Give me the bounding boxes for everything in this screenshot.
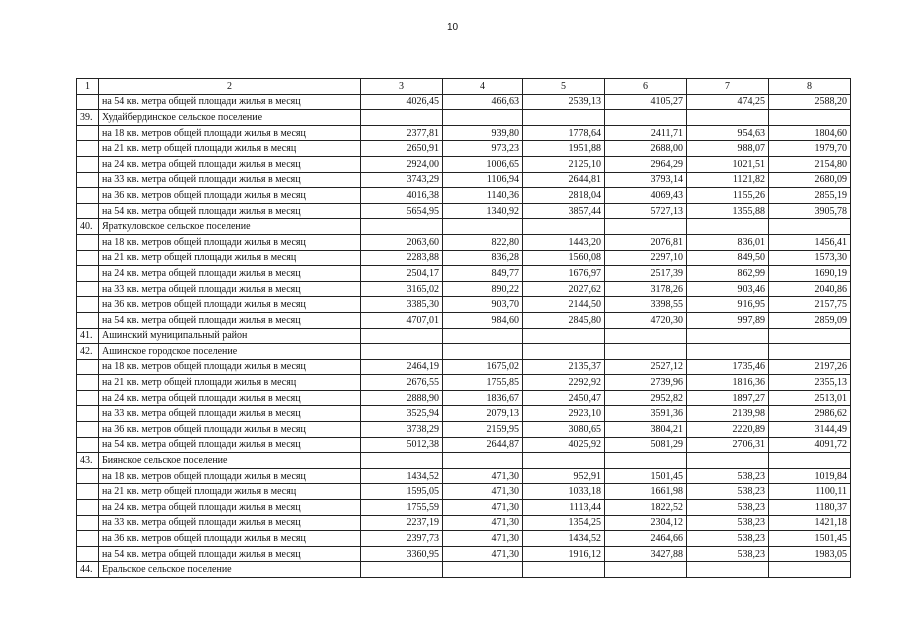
table-header-row <box>77 79 851 95</box>
value-cell: 538,23 <box>687 546 769 562</box>
value-cell: 1155,26 <box>687 188 769 204</box>
value-cell: 1822,52 <box>605 500 687 516</box>
value-cell: 466,63 <box>443 94 523 110</box>
empty-cell <box>523 219 605 235</box>
value-cell: 2923,10 <box>523 406 605 422</box>
value-cell: 916,95 <box>687 297 769 313</box>
row-label: на 33 кв. метра общей площади жилья в месяц <box>99 172 361 188</box>
section-title: Ашинское городское поселение <box>99 344 361 360</box>
empty-cell <box>605 453 687 469</box>
value-cell: 2739,96 <box>605 375 687 391</box>
empty-cell <box>605 110 687 126</box>
section-row <box>77 110 851 126</box>
value-cell: 2076,81 <box>605 234 687 250</box>
value-cell: 538,23 <box>687 468 769 484</box>
table-row <box>77 250 851 266</box>
value-cell: 3793,14 <box>605 172 687 188</box>
section-title: Ашинский муниципальный район <box>99 328 361 344</box>
index-cell <box>77 141 99 157</box>
index-cell <box>77 468 99 484</box>
value-cell: 2539,13 <box>523 94 605 110</box>
value-cell: 1897,27 <box>687 390 769 406</box>
column-header: 7 <box>687 79 769 95</box>
value-cell: 1983,05 <box>769 546 851 562</box>
value-cell: 939,80 <box>443 125 523 141</box>
index-cell <box>77 156 99 172</box>
table-row <box>77 312 851 328</box>
value-cell: 3178,26 <box>605 281 687 297</box>
index-cell <box>77 484 99 500</box>
empty-cell <box>361 562 443 578</box>
empty-cell <box>769 344 851 360</box>
table-row <box>77 266 851 282</box>
empty-cell <box>605 344 687 360</box>
empty-cell <box>361 219 443 235</box>
value-cell: 1501,45 <box>769 531 851 547</box>
value-cell: 1100,11 <box>769 484 851 500</box>
value-cell: 1434,52 <box>361 468 443 484</box>
index-cell <box>77 422 99 438</box>
value-cell: 1113,44 <box>523 500 605 516</box>
index-cell <box>77 281 99 297</box>
value-cell: 538,23 <box>687 531 769 547</box>
value-cell: 4105,27 <box>605 94 687 110</box>
empty-cell <box>443 219 523 235</box>
value-cell: 471,30 <box>443 484 523 500</box>
value-cell: 2283,88 <box>361 250 443 266</box>
table-row <box>77 94 851 110</box>
value-cell: 471,30 <box>443 515 523 531</box>
value-cell: 2504,17 <box>361 266 443 282</box>
index-cell <box>77 297 99 313</box>
empty-cell <box>523 562 605 578</box>
column-header: 3 <box>361 79 443 95</box>
value-cell: 3144,49 <box>769 422 851 438</box>
row-label: на 21 кв. метр общей площади жилья в месяц <box>99 375 361 391</box>
table-row <box>77 546 851 562</box>
index-cell <box>77 437 99 453</box>
empty-cell <box>361 453 443 469</box>
value-cell: 2154,80 <box>769 156 851 172</box>
value-cell: 2888,90 <box>361 390 443 406</box>
value-cell: 1661,98 <box>605 484 687 500</box>
value-cell: 2513,01 <box>769 390 851 406</box>
index-cell <box>77 234 99 250</box>
empty-cell <box>443 110 523 126</box>
row-label: на 24 кв. метра общей площади жилья в месяц <box>99 266 361 282</box>
empty-cell <box>769 328 851 344</box>
value-cell: 2924,00 <box>361 156 443 172</box>
value-cell: 2676,55 <box>361 375 443 391</box>
row-label: на 18 кв. метров общей площади жилья в месяц <box>99 359 361 375</box>
value-cell: 836,28 <box>443 250 523 266</box>
row-label: на 33 кв. метра общей площади жилья в месяц <box>99 515 361 531</box>
index-cell <box>77 515 99 531</box>
value-cell: 2986,62 <box>769 406 851 422</box>
empty-cell <box>687 328 769 344</box>
value-cell: 903,70 <box>443 297 523 313</box>
value-cell: 1979,70 <box>769 141 851 157</box>
table-row <box>77 375 851 391</box>
value-cell: 2237,19 <box>361 515 443 531</box>
value-cell: 3738,29 <box>361 422 443 438</box>
tariff-table <box>76 78 851 578</box>
value-cell: 1755,85 <box>443 375 523 391</box>
value-cell: 1951,88 <box>523 141 605 157</box>
row-label: на 54 кв. метра общей площади жилья в месяц <box>99 94 361 110</box>
value-cell: 1421,18 <box>769 515 851 531</box>
section-title: Яраткуловское сельское поселение <box>99 219 361 235</box>
value-cell: 1690,19 <box>769 266 851 282</box>
value-cell: 1033,18 <box>523 484 605 500</box>
value-cell: 2297,10 <box>605 250 687 266</box>
value-cell: 2588,20 <box>769 94 851 110</box>
row-label: на 36 кв. метров общей площади жилья в месяц <box>99 297 361 313</box>
value-cell: 2517,39 <box>605 266 687 282</box>
value-cell: 471,30 <box>443 500 523 516</box>
index-cell <box>77 266 99 282</box>
value-cell: 2027,62 <box>523 281 605 297</box>
value-cell: 471,30 <box>443 468 523 484</box>
value-cell: 2680,09 <box>769 172 851 188</box>
value-cell: 2706,31 <box>687 437 769 453</box>
section-index: 42. <box>77 344 99 360</box>
section-row <box>77 328 851 344</box>
column-header: 6 <box>605 79 687 95</box>
empty-cell <box>523 328 605 344</box>
value-cell: 1916,12 <box>523 546 605 562</box>
table-row <box>77 390 851 406</box>
empty-cell <box>443 453 523 469</box>
value-cell: 836,01 <box>687 234 769 250</box>
section-index: 44. <box>77 562 99 578</box>
value-cell: 1560,08 <box>523 250 605 266</box>
value-cell: 3165,02 <box>361 281 443 297</box>
table-row <box>77 172 851 188</box>
value-cell: 2650,91 <box>361 141 443 157</box>
value-cell: 1180,37 <box>769 500 851 516</box>
value-cell: 538,23 <box>687 484 769 500</box>
table-row <box>77 281 851 297</box>
value-cell: 2125,10 <box>523 156 605 172</box>
empty-cell <box>687 562 769 578</box>
value-cell: 2644,81 <box>523 172 605 188</box>
table-row <box>77 156 851 172</box>
row-label: на 24 кв. метра общей площади жилья в месяц <box>99 390 361 406</box>
table-row <box>77 484 851 500</box>
value-cell: 2952,82 <box>605 390 687 406</box>
table-row <box>77 500 851 516</box>
value-cell: 4091,72 <box>769 437 851 453</box>
section-title: Еральское сельское поселение <box>99 562 361 578</box>
value-cell: 2079,13 <box>443 406 523 422</box>
value-cell: 2450,47 <box>523 390 605 406</box>
value-cell: 3360,95 <box>361 546 443 562</box>
value-cell: 4026,45 <box>361 94 443 110</box>
value-cell: 2139,98 <box>687 406 769 422</box>
column-header: 1 <box>77 79 99 95</box>
empty-cell <box>605 328 687 344</box>
index-cell <box>77 188 99 204</box>
value-cell: 1676,97 <box>523 266 605 282</box>
row-label: на 24 кв. метра общей площади жилья в месяц <box>99 500 361 516</box>
value-cell: 2377,81 <box>361 125 443 141</box>
value-cell: 2157,75 <box>769 297 851 313</box>
value-cell: 2144,50 <box>523 297 605 313</box>
index-cell <box>77 359 99 375</box>
value-cell: 849,50 <box>687 250 769 266</box>
table-row <box>77 141 851 157</box>
value-cell: 862,99 <box>687 266 769 282</box>
row-label: на 18 кв. метров общей площади жилья в месяц <box>99 468 361 484</box>
value-cell: 2197,26 <box>769 359 851 375</box>
row-label: на 54 кв. метра общей площади жилья в месяц <box>99 546 361 562</box>
empty-cell <box>443 328 523 344</box>
value-cell: 1836,67 <box>443 390 523 406</box>
row-label: на 54 кв. метра общей площади жилья в месяц <box>99 312 361 328</box>
row-label: на 36 кв. метров общей площади жилья в месяц <box>99 422 361 438</box>
section-index: 40. <box>77 219 99 235</box>
value-cell: 471,30 <box>443 531 523 547</box>
empty-cell <box>523 344 605 360</box>
index-cell <box>77 390 99 406</box>
table-row <box>77 406 851 422</box>
value-cell: 903,46 <box>687 281 769 297</box>
row-label: на 36 кв. метров общей площади жилья в месяц <box>99 188 361 204</box>
value-cell: 471,30 <box>443 546 523 562</box>
section-index: 39. <box>77 110 99 126</box>
empty-cell <box>769 453 851 469</box>
empty-cell <box>769 219 851 235</box>
value-cell: 2644,87 <box>443 437 523 453</box>
row-label: на 33 кв. метра общей площади жилья в месяц <box>99 406 361 422</box>
row-label: на 18 кв. метров общей площади жилья в месяц <box>99 234 361 250</box>
table-body <box>77 79 851 578</box>
table-row <box>77 468 851 484</box>
row-label: на 24 кв. метра общей площади жилья в месяц <box>99 156 361 172</box>
value-cell: 474,25 <box>687 94 769 110</box>
value-cell: 973,23 <box>443 141 523 157</box>
value-cell: 2859,09 <box>769 312 851 328</box>
value-cell: 952,91 <box>523 468 605 484</box>
value-cell: 538,23 <box>687 500 769 516</box>
value-cell: 3080,65 <box>523 422 605 438</box>
value-cell: 2464,66 <box>605 531 687 547</box>
value-cell: 538,23 <box>687 515 769 531</box>
row-label: на 33 кв. метра общей площади жилья в месяц <box>99 281 361 297</box>
value-cell: 1816,36 <box>687 375 769 391</box>
empty-cell <box>523 453 605 469</box>
value-cell: 1434,52 <box>523 531 605 547</box>
table-row <box>77 422 851 438</box>
value-cell: 1006,65 <box>443 156 523 172</box>
value-cell: 5654,95 <box>361 203 443 219</box>
value-cell: 1354,25 <box>523 515 605 531</box>
column-header: 5 <box>523 79 605 95</box>
index-cell <box>77 406 99 422</box>
value-cell: 3905,78 <box>769 203 851 219</box>
value-cell: 3398,55 <box>605 297 687 313</box>
value-cell: 2464,19 <box>361 359 443 375</box>
value-cell: 1778,64 <box>523 125 605 141</box>
index-cell <box>77 500 99 516</box>
empty-cell <box>361 110 443 126</box>
value-cell: 1340,92 <box>443 203 523 219</box>
value-cell: 2063,60 <box>361 234 443 250</box>
value-cell: 2411,71 <box>605 125 687 141</box>
index-cell <box>77 203 99 219</box>
value-cell: 1443,20 <box>523 234 605 250</box>
value-cell: 849,77 <box>443 266 523 282</box>
index-cell <box>77 546 99 562</box>
value-cell: 2304,12 <box>605 515 687 531</box>
value-cell: 4707,01 <box>361 312 443 328</box>
value-cell: 4069,43 <box>605 188 687 204</box>
value-cell: 3385,30 <box>361 297 443 313</box>
row-label: на 54 кв. метра общей площади жилья в месяц <box>99 437 361 453</box>
index-cell <box>77 312 99 328</box>
index-cell <box>77 531 99 547</box>
empty-cell <box>687 110 769 126</box>
empty-cell <box>443 344 523 360</box>
value-cell: 2040,86 <box>769 281 851 297</box>
index-cell <box>77 125 99 141</box>
value-cell: 1106,94 <box>443 172 523 188</box>
empty-cell <box>687 219 769 235</box>
value-cell: 1355,88 <box>687 203 769 219</box>
value-cell: 1019,84 <box>769 468 851 484</box>
column-header: 8 <box>769 79 851 95</box>
value-cell: 1595,05 <box>361 484 443 500</box>
value-cell: 2292,92 <box>523 375 605 391</box>
row-label: на 21 кв. метр общей площади жилья в месяц <box>99 250 361 266</box>
section-index: 41. <box>77 328 99 344</box>
empty-cell <box>443 562 523 578</box>
value-cell: 4720,30 <box>605 312 687 328</box>
empty-cell <box>769 110 851 126</box>
value-cell: 2355,13 <box>769 375 851 391</box>
value-cell: 2159,95 <box>443 422 523 438</box>
value-cell: 988,07 <box>687 141 769 157</box>
empty-cell <box>687 344 769 360</box>
value-cell: 3591,36 <box>605 406 687 422</box>
value-cell: 2688,00 <box>605 141 687 157</box>
empty-cell <box>361 344 443 360</box>
table-row <box>77 515 851 531</box>
value-cell: 4025,92 <box>523 437 605 453</box>
value-cell: 2220,89 <box>687 422 769 438</box>
table-row <box>77 203 851 219</box>
table-row <box>77 125 851 141</box>
value-cell: 984,60 <box>443 312 523 328</box>
value-cell: 1121,82 <box>687 172 769 188</box>
column-header: 4 <box>443 79 523 95</box>
value-cell: 1501,45 <box>605 468 687 484</box>
empty-cell <box>769 562 851 578</box>
empty-cell <box>523 110 605 126</box>
index-cell <box>77 172 99 188</box>
value-cell: 3525,94 <box>361 406 443 422</box>
value-cell: 1573,30 <box>769 250 851 266</box>
value-cell: 2397,73 <box>361 531 443 547</box>
section-title: Биянское сельское поселение <box>99 453 361 469</box>
table-row <box>77 297 851 313</box>
section-row <box>77 453 851 469</box>
table-row <box>77 437 851 453</box>
value-cell: 2855,19 <box>769 188 851 204</box>
table-row <box>77 234 851 250</box>
value-cell: 1456,41 <box>769 234 851 250</box>
index-cell <box>77 94 99 110</box>
value-cell: 5081,29 <box>605 437 687 453</box>
table-row <box>77 531 851 547</box>
empty-cell <box>605 219 687 235</box>
value-cell: 5012,38 <box>361 437 443 453</box>
value-cell: 1755,59 <box>361 500 443 516</box>
table-row <box>77 188 851 204</box>
value-cell: 1804,60 <box>769 125 851 141</box>
empty-cell <box>361 328 443 344</box>
value-cell: 2135,37 <box>523 359 605 375</box>
empty-cell <box>687 453 769 469</box>
index-cell <box>77 250 99 266</box>
page-number: 10 <box>446 22 459 33</box>
value-cell: 890,22 <box>443 281 523 297</box>
column-header: 2 <box>99 79 361 95</box>
value-cell: 1675,02 <box>443 359 523 375</box>
value-cell: 4016,38 <box>361 188 443 204</box>
value-cell: 2818,04 <box>523 188 605 204</box>
table-row <box>77 359 851 375</box>
value-cell: 2845,80 <box>523 312 605 328</box>
value-cell: 1021,51 <box>687 156 769 172</box>
value-cell: 3427,88 <box>605 546 687 562</box>
value-cell: 5727,13 <box>605 203 687 219</box>
section-index: 43. <box>77 453 99 469</box>
value-cell: 2527,12 <box>605 359 687 375</box>
section-row <box>77 562 851 578</box>
value-cell: 3857,44 <box>523 203 605 219</box>
value-cell: 3804,21 <box>605 422 687 438</box>
section-row <box>77 344 851 360</box>
section-row <box>77 219 851 235</box>
row-label: на 18 кв. метров общей площади жилья в месяц <box>99 125 361 141</box>
empty-cell <box>605 562 687 578</box>
section-title: Худайбердинское сельское поселение <box>99 110 361 126</box>
row-label: на 21 кв. метр общей площади жилья в месяц <box>99 484 361 500</box>
value-cell: 3743,29 <box>361 172 443 188</box>
value-cell: 954,63 <box>687 125 769 141</box>
row-label: на 54 кв. метра общей площади жилья в месяц <box>99 203 361 219</box>
value-cell: 997,89 <box>687 312 769 328</box>
value-cell: 2964,29 <box>605 156 687 172</box>
value-cell: 1140,36 <box>443 188 523 204</box>
value-cell: 1735,46 <box>687 359 769 375</box>
row-label: на 36 кв. метров общей площади жилья в месяц <box>99 531 361 547</box>
value-cell: 822,80 <box>443 234 523 250</box>
index-cell <box>77 375 99 391</box>
row-label: на 21 кв. метр общей площади жилья в месяц <box>99 141 361 157</box>
